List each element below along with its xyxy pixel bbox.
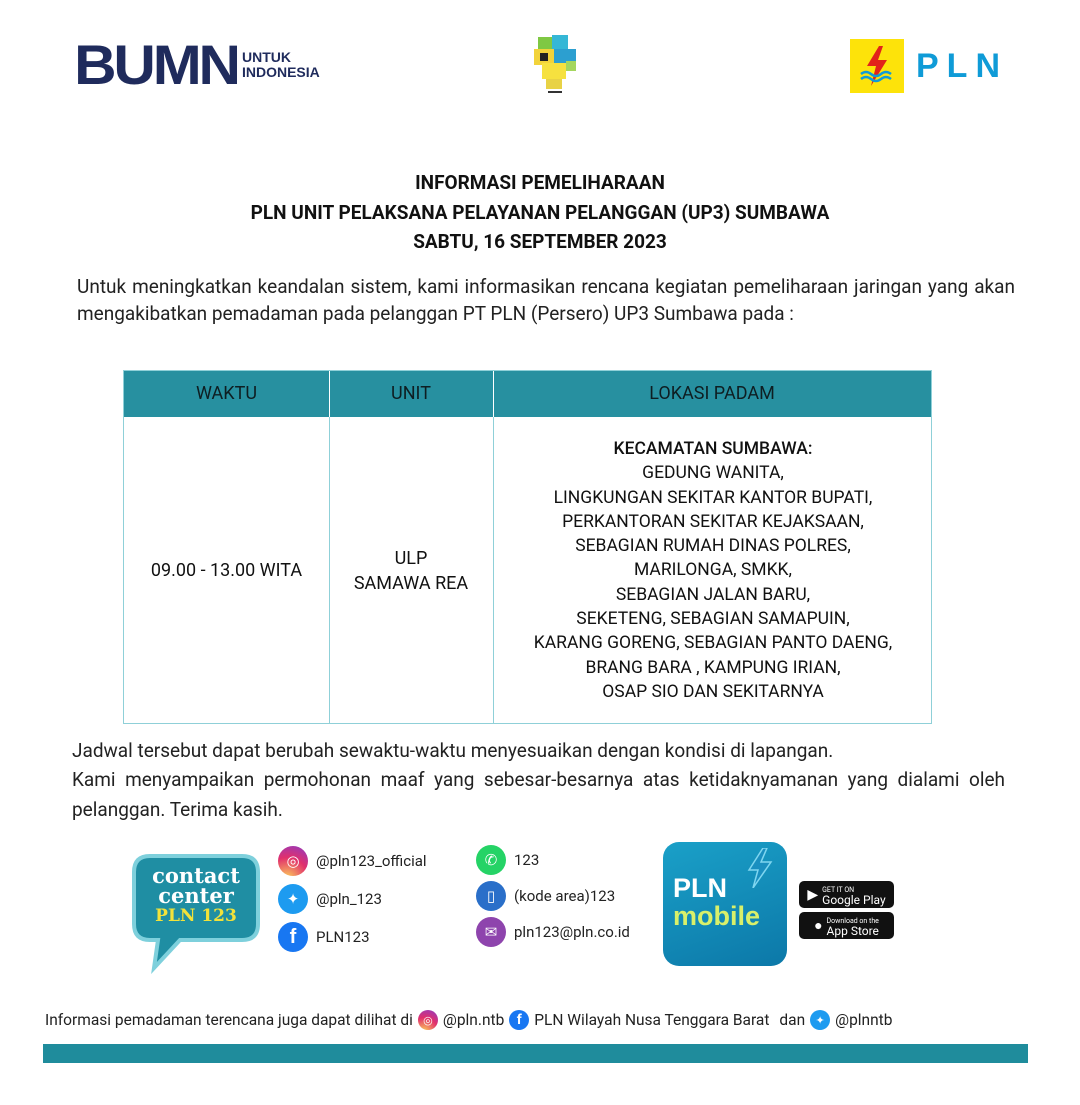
lokasi-item: MARILONGA, SMKK, (634, 560, 792, 581)
twitter-contact: ✦ @pln_123 (278, 884, 382, 914)
whatsapp-icon: ✆ (476, 845, 506, 875)
lokasi-item: LINGKUNGAN SEKITAR KANTOR BUPATI, (553, 487, 873, 508)
header-divider (493, 371, 494, 417)
apple-icon: ● (814, 918, 823, 934)
email-icon: ✉ (476, 917, 506, 947)
google-play-icon: ▶ (807, 886, 819, 903)
phone-contact: ▯ (kode area)123 (476, 881, 615, 911)
lokasi-item: BRANG BARA , KAMPUNG IRIAN, (585, 657, 841, 678)
footer-info: Informasi pemadaman terencana juga dapat dilihat di ◎ @pln.ntb f PLN Wilayah Nusa Tenggara Barat dan ✦ @plnntb (45, 1011, 893, 1029)
intro-paragraph: Untuk meningkatkan keandalan sistem, kami informasikan rencana kegiatan pemeliharaan jaringan yang akan mengakibatkan pemadaman pada pelanggan PT PLN (Persero) UP3 Sumbawa pada : (77, 275, 1015, 325)
bumn-tagline: UNTUK INDONESIA (241, 49, 320, 80)
header-unit: UNIT (391, 383, 431, 404)
schedule-note: Jadwal tersebut dapat berubah sewaktu-waktu menyesuaikan dengan kondisi di lapangan. (72, 739, 834, 762)
pln-logo (850, 39, 1008, 93)
pln-wordmark: PLN (916, 46, 1008, 85)
lightning-icon (745, 848, 775, 888)
instagram-icon: ◎ (418, 1010, 438, 1030)
instagram-contact: ◎ @pln123_official (278, 846, 427, 876)
lokasi-list (494, 437, 932, 704)
pln-bolt-icon (850, 39, 904, 93)
instagram-icon: ◎ (278, 846, 308, 876)
google-play-badge[interactable]: ▶ GET IT ON Google Play (799, 881, 894, 908)
waktu-value: 09.00 - 13.00 WITA (150, 560, 303, 581)
header-waktu: WAKTU (195, 383, 258, 404)
lokasi-item: SEBAGIAN RUMAH DINAS POLRES, (575, 536, 851, 557)
pln-mobile-app-icon: PLN mobile (663, 842, 787, 966)
lokasi-item: GEDUNG WANITA, (642, 463, 784, 484)
contact-center-badge: contact center PLN 123 (130, 846, 262, 974)
facebook-icon: f (509, 1010, 529, 1030)
apology-note: Kami menyampaikan permohonan maaf yang sebesar-besarnya atas ketidaknyamanan yang dialami oleh pelanggan. Terima kasih. (72, 768, 1005, 821)
twitter-icon: ✦ (278, 884, 308, 914)
lokasi-item: OSAP SIO DAN SEKITARNYA (602, 681, 824, 702)
facebook-icon: f (278, 922, 308, 952)
header-divider (329, 371, 330, 417)
header-lokasi: LOKASI PADAM (649, 383, 775, 404)
maintenance-table (123, 370, 932, 724)
title-date: SABTU, 16 SEPTEMBER 2023 (413, 230, 667, 253)
lokasi-heading: KECAMATAN SUMBAWA: (613, 439, 813, 459)
lokasi-item: SEBAGIAN JALAN BARU, (615, 584, 811, 605)
title-line-2: PLN UNIT PELAKSANA PELAYANAN PELANGGAN (UP3) SUMBAWA (250, 201, 830, 224)
phone-icon: ▯ (476, 881, 506, 911)
footer-bar (43, 1044, 1028, 1063)
lokasi-item: KARANG GORENG, SEBAGIAN PANTO DAENG, (533, 633, 893, 654)
title-line-1: INFORMASI PEMELIHARAAN (415, 171, 665, 194)
twitter-icon: ✦ (810, 1010, 830, 1030)
anniversary-emblem-icon (528, 33, 584, 97)
email-contact: ✉ pln123@pln.co.id (476, 917, 630, 947)
unit-value: ULP SAMAWA REA (353, 548, 469, 594)
bumn-wordmark: BUMN (74, 33, 238, 96)
facebook-contact: f PLN123 (278, 922, 370, 952)
lokasi-item: PERKANTORAN SEKITAR KEJAKSAAN, (562, 511, 864, 532)
lokasi-item: SEKETENG, SEBAGIAN SAMAPUIN, (576, 609, 850, 630)
bumn-logo (74, 33, 320, 96)
app-store-badge[interactable]: ● Download on the App Store (799, 912, 894, 939)
whatsapp-contact: ✆ 123 (476, 845, 539, 875)
